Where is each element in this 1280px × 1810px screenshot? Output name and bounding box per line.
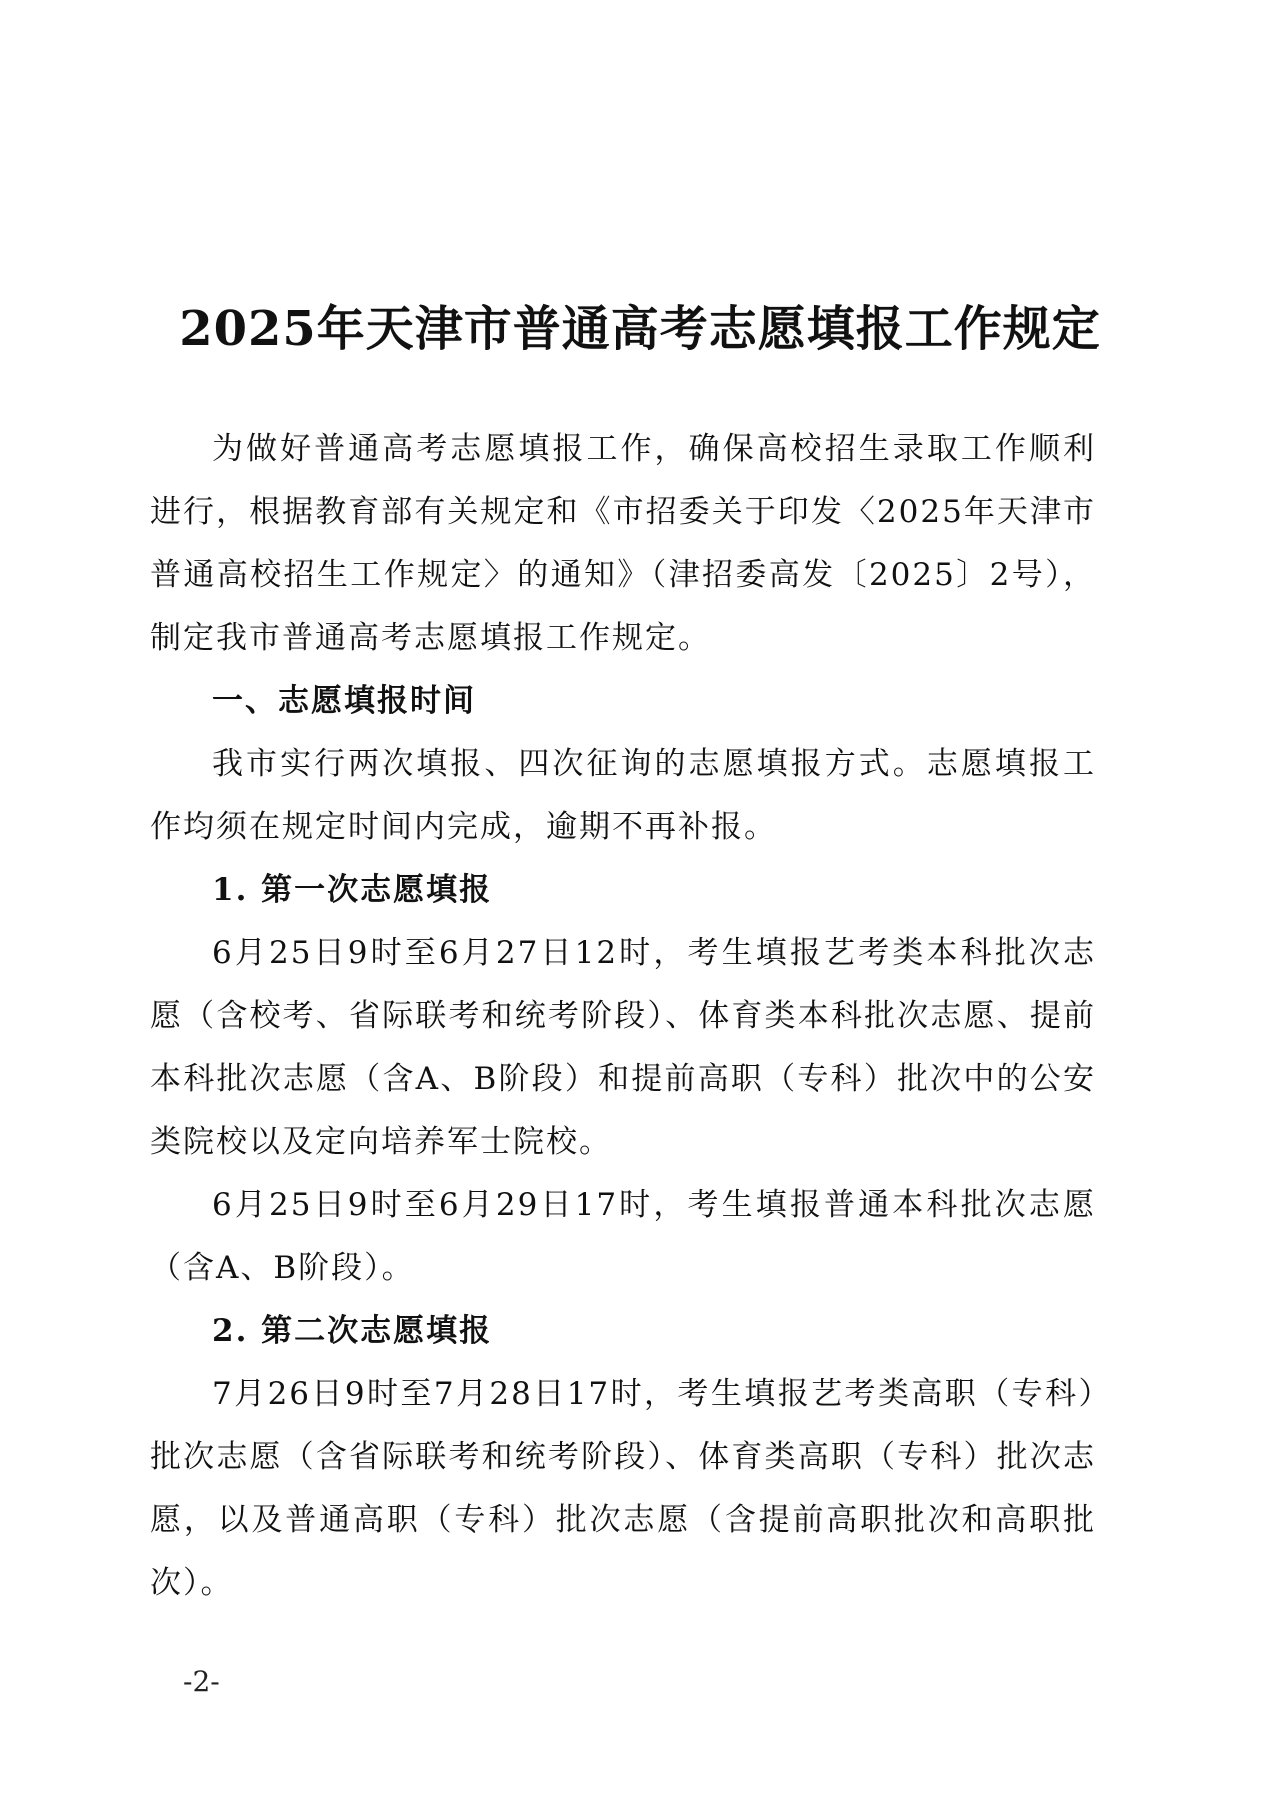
document-body — [150, 418, 1096, 1615]
section-1-paragraph: 我市实行两次填报、四次征询的志愿填报方式。志愿填报工作均须在规定时间内完成，逾期不再补报。 — [150, 746, 1096, 845]
subsection-heading-1: 1. 第一次志愿填报 — [212, 872, 493, 908]
page-title: 2025年天津市普通高考志愿填报工作规定 — [179, 301, 1101, 357]
subsection-1-paragraph-2: 6月25日9时至6月29日17时，考生填报普通本科批次志愿（含A、B阶段）。 — [150, 1187, 1096, 1286]
intro-paragraph: 为做好普通高考志愿填报工作，确保高校招生录取工作顺利进行，根据教育部有关规定和《市招委关于印发〈2025年天津市普通高校招生工作规定〉的通知》（津招委高发〔2025〕2号），制定我市普通高考志愿填报工作规定。 — [150, 431, 1096, 656]
subsection-2-paragraph-1: 7月26日9时至7月28日17时，考生填报艺考类高职（专科）批次志愿（含省际联考和统考阶段）、体育类高职（专科）批次志愿，以及普通高职（专科）批次志愿（含提前高职批次和高职批次）。 — [150, 1376, 1096, 1601]
section-heading-1: 一、志愿填报时间 — [212, 683, 476, 719]
subsection-1-paragraph-1: 6月25日9时至6月27日12时，考生填报艺考类本科批次志愿（含校考、省际联考和统考阶段）、体育类本科批次志愿、提前本科批次志愿（含A、B阶段）和提前高职（专科）批次中的公安类院校以及定向培养军士院校。 — [150, 935, 1096, 1160]
subsection-heading-2: 2. 第二次志愿填报 — [212, 1313, 493, 1349]
page-number: -2- — [183, 1665, 220, 1698]
